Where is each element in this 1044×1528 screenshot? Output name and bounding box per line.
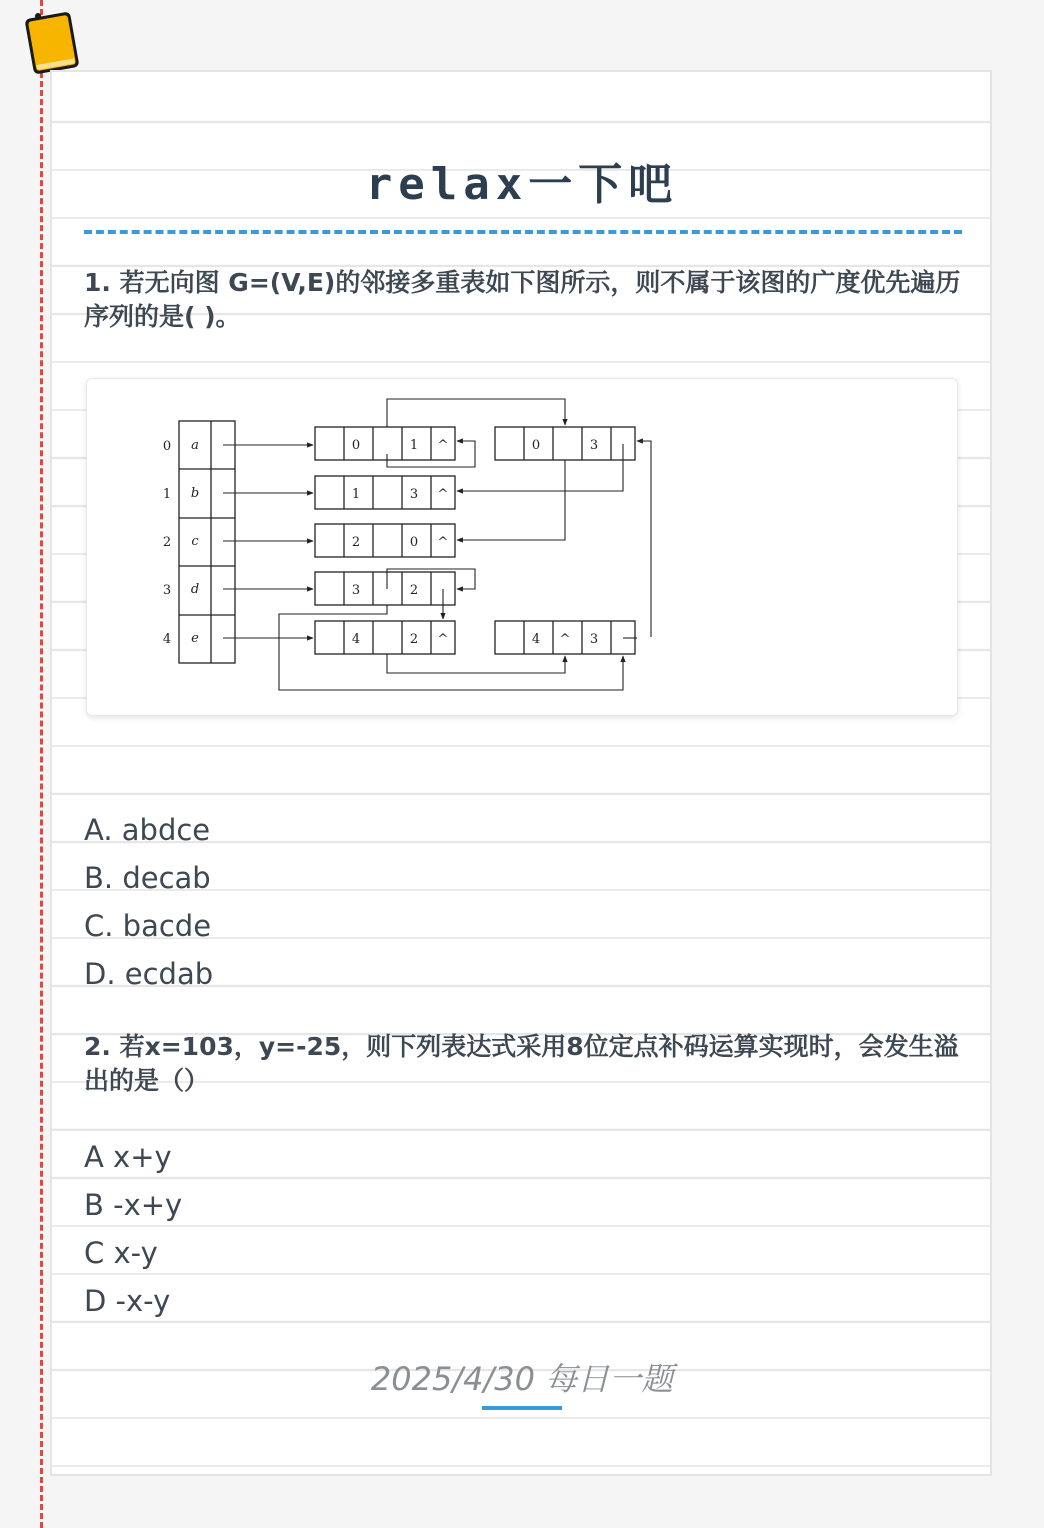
edge-node-jvex: 3 [589, 632, 599, 647]
edge-node-jvex: 1 [409, 438, 419, 453]
edge-node-ivex: 4 [351, 632, 361, 647]
title-divider [84, 230, 962, 234]
option-a[interactable]: A. abdce [84, 813, 211, 847]
edge-node-jvex: 2 [409, 583, 419, 598]
page-title: relax一下吧 [365, 159, 679, 210]
margin-line [40, 0, 43, 1528]
edge-node-ivex: 0 [531, 438, 541, 453]
option-d[interactable]: D -x-y [84, 1284, 171, 1318]
option-b[interactable]: B -x+y [84, 1188, 183, 1222]
edge-node-jlink: ^ [437, 487, 449, 502]
question-1-text: 1. 若无向图 G=(V,E)的邻接多重表如下图所示，则不属于该图的广度优先遍历序列的是( )。 [84, 268, 961, 331]
vertex-name: c [191, 534, 199, 549]
vertex-name: a [191, 438, 199, 453]
vertex-index: 4 [162, 632, 172, 647]
edge-node-jvex: 0 [409, 535, 419, 550]
edge-node-jlink: ^ [437, 632, 449, 647]
question-2-text: 2. 若x=103，y=-25，则下列表达式采用8位定点补码运算实现时，会发生溢出的是（） [84, 1032, 959, 1095]
option-b[interactable]: B. decab [84, 861, 211, 895]
footer-divider [482, 1406, 562, 1410]
edge-node-jvex: 3 [589, 438, 599, 453]
edge-node-ivex: 1 [351, 487, 361, 502]
vertex-index: 2 [162, 535, 172, 550]
vertex-name: d [190, 582, 200, 597]
edge-node-ivex: 4 [531, 632, 541, 647]
option-c[interactable]: C x-y [84, 1236, 158, 1270]
edge-node-ivex: 2 [351, 535, 361, 550]
edge-node-jvex: 2 [409, 632, 419, 647]
option-c[interactable]: C. bacde [84, 909, 212, 943]
question-1-options [84, 806, 213, 998]
adjacency-multilist-diagram [87, 379, 959, 717]
edge-node-jvex: 3 [409, 487, 419, 502]
question-2-options [84, 1133, 182, 1325]
option-a[interactable]: A x+y [84, 1140, 172, 1174]
footer-date: 2025/4/30 每日一题 [370, 1360, 674, 1398]
figure-card [86, 378, 958, 716]
edge-node-ivex: 0 [351, 438, 361, 453]
vertex-index: 3 [162, 583, 172, 598]
edge-node-jlink: ^ [437, 535, 449, 550]
edge-node-ivex: 3 [351, 583, 361, 598]
notebook-icon [20, 10, 80, 76]
vertex-name: e [191, 631, 199, 646]
vertex-index: 1 [162, 487, 172, 502]
option-d[interactable]: D. ecdab [84, 957, 214, 991]
edge-node-jlink: ^ [437, 438, 449, 453]
vertex-name: b [190, 486, 200, 501]
vertex-index: 0 [162, 439, 172, 454]
edge-node-ilink: ^ [559, 632, 571, 647]
